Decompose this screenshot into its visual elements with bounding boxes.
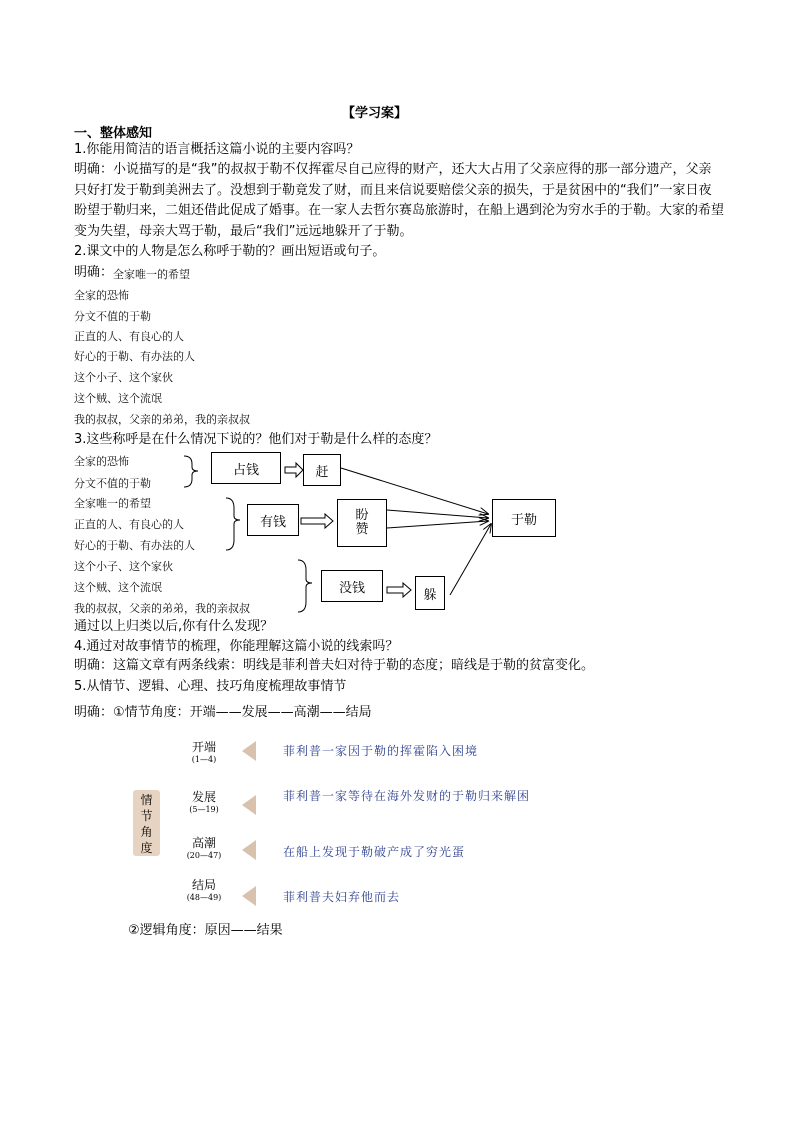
group3-item: 这个小子、这个家伙 [74, 560, 173, 573]
box-hope-praise: 盼赞 [337, 499, 387, 547]
answer-2-line: 这个小子、这个家伙 [74, 371, 173, 384]
box-poor: 没钱 [321, 570, 383, 602]
box-target-yule: 于勒 [492, 499, 556, 537]
arrow-hide-to-target [450, 524, 491, 595]
answer-5-plot: 明确：①情节角度：开端——发展——高潮——结局 [74, 705, 372, 720]
stage-range: (20—47) [186, 851, 222, 860]
stage-title: 发展 [191, 790, 216, 804]
question-3: 3.这些称呼是在什么情况下说的？他们对于勒是什么样的态度？ [74, 432, 438, 447]
box-drive-away: 赶 [303, 454, 341, 486]
question-4: 4.通过对故事情节的梳理，你能理解这篇小说的线索吗？ [74, 639, 399, 654]
stage-description: 菲利普夫妇弃他而去 [283, 890, 401, 904]
stage-pointer-icon [242, 795, 256, 815]
hollow-arrow-2 [301, 514, 333, 528]
box-occupy-money: 占钱 [211, 452, 281, 484]
question-3-follow: 通过以上归类以后,你有什么发现？ [74, 619, 274, 634]
section-heading: 一、整体感知 [74, 126, 153, 141]
question-5: 5.从情节、逻辑、心理、技巧角度梳理故事情节 [74, 679, 347, 694]
stage-description: 菲利普一家等待在海外发财的于勒归来解困 [283, 789, 531, 803]
answer-1: 明确：小说描写的是“我”的叔叔于勒不仅挥霍尽自己应得的财产，还大大占用了父亲应得的那一部分遗产，父亲只好打发于勒到美洲去了。没想到于勒竟发了财，而且来信说要赔偿父亲的损失，于是贫困中的“我们”一家日夜盼望于勒归来，二姐还借此促成了婚事。在一家人去哲尔赛岛旅游时，在船上遇到沦为穷水手的于勒。大家的希望变为失望，母亲大骂于勒，最后“我们”远远地躲开了于勒。 [74, 162, 725, 239]
answer-2-prefix: 明确： [74, 265, 114, 280]
answer-2-line: 我的叔叔，父亲的弟弟，我的亲叔叔 [74, 413, 250, 426]
box-hide: 躲 [415, 576, 445, 610]
answer-5-logic: ②逻辑角度：原因——结果 [128, 923, 283, 938]
stage-range: (1—4) [191, 755, 217, 764]
group3-item: 这个贼、这个流氓 [74, 581, 162, 594]
answer-2-line: 正直的人、有良心的人 [74, 330, 184, 343]
stage-pointer-icon [242, 886, 256, 906]
answer-2-line: 全家唯一的希望 [113, 268, 190, 281]
stage-description: 在船上发现于勒破产成了穷光蛋 [283, 845, 466, 859]
question-2: 2.课文中的人物是怎么称呼于勒的？画出短语或句子。 [74, 244, 386, 259]
answer-2-line: 全家的恐怖 [74, 289, 129, 302]
stage-range: (5—19) [189, 805, 219, 814]
hollow-arrow-1 [285, 463, 303, 477]
tag-char: 情 [140, 793, 153, 807]
stage-title: 开端 [191, 740, 216, 754]
tag-char: 节 [140, 809, 153, 823]
group2-item: 正直的人、有良心的人 [74, 518, 184, 531]
answer-2-line: 分文不值的于勒 [74, 310, 151, 323]
stage-title: 高潮 [191, 836, 216, 850]
page-title: 【学习案】 [342, 106, 408, 121]
stage-description: 菲利普一家因于勒的挥霍陷入困境 [283, 744, 479, 758]
answer-2-line: 这个贼、这个流氓 [74, 392, 162, 405]
tag-char: 度 [140, 841, 153, 855]
group2-item: 好心的于勒、有办法的人 [74, 539, 195, 552]
group1-item: 全家的恐怖 [74, 455, 129, 468]
group2-item: 全家唯一的希望 [74, 497, 151, 510]
hollow-arrow-3 [387, 583, 411, 597]
stage-pointer-icon [242, 840, 256, 860]
arrow-hope-to-target-2 [387, 521, 488, 528]
group1-item: 分文不值的于勒 [74, 477, 151, 490]
box-rich: 有钱 [247, 504, 299, 536]
answer-4: 明确：这篇文章有两条线索：明线是菲利普夫妇对待于勒的态度；暗线是于勒的贫富变化。 [74, 658, 595, 673]
answer-2-line: 好心的于勒、有办法的人 [74, 350, 195, 363]
brace-1 [184, 456, 198, 487]
group3-item: 我的叔叔，父亲的弟弟，我的亲叔叔 [74, 602, 250, 615]
stage-range: (48—49) [186, 893, 222, 902]
plot-angle-tag [133, 790, 160, 856]
brace-2 [226, 498, 240, 550]
question-1: 1.你能用简洁的语言概括这篇小说的主要内容吗？ [74, 142, 360, 157]
stage-pointer-icon [242, 741, 256, 761]
arrow-hope-to-target-1 [387, 510, 488, 518]
stage-title: 结局 [191, 878, 216, 892]
brace-3 [298, 560, 312, 612]
tag-char: 角 [140, 825, 153, 839]
